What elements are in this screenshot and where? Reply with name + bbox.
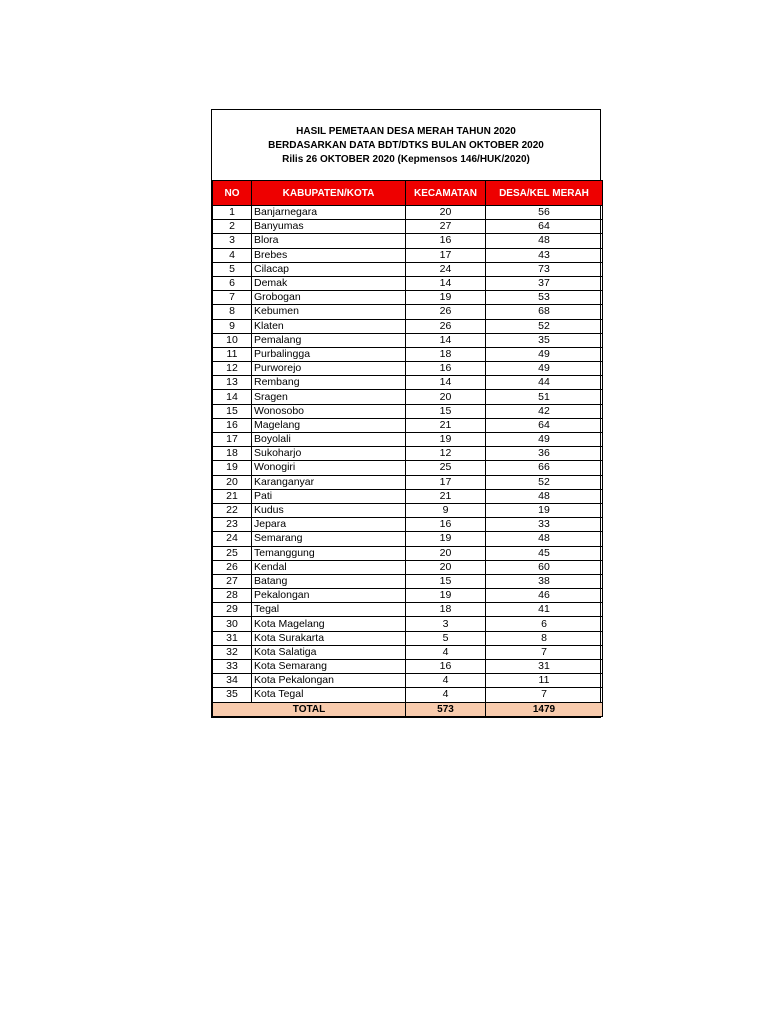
cell-kecamatan: 20 (406, 206, 486, 220)
cell-no: 20 (213, 475, 252, 489)
cell-no: 15 (213, 404, 252, 418)
cell-kecamatan: 20 (406, 546, 486, 560)
cell-no: 34 (213, 674, 252, 688)
cell-no: 6 (213, 276, 252, 290)
cell-kecamatan: 15 (406, 404, 486, 418)
cell-kecamatan: 21 (406, 489, 486, 503)
cell-kecamatan: 4 (406, 674, 486, 688)
cell-region: Pemalang (252, 333, 406, 347)
header-region: KABUPATEN/KOTA (252, 181, 406, 206)
cell-desa: 33 (486, 518, 603, 532)
cell-region: Banyumas (252, 220, 406, 234)
cell-kecamatan: 18 (406, 603, 486, 617)
total-label: TOTAL (213, 702, 406, 716)
cell-kecamatan: 17 (406, 248, 486, 262)
cell-desa: 44 (486, 376, 603, 390)
cell-desa: 45 (486, 546, 603, 560)
cell-kecamatan: 16 (406, 234, 486, 248)
cell-region: Kendal (252, 560, 406, 574)
table-row (213, 447, 603, 461)
cell-no: 2 (213, 220, 252, 234)
cell-desa: 41 (486, 603, 603, 617)
cell-desa: 6 (486, 617, 603, 631)
table-row (213, 376, 603, 390)
cell-desa: 31 (486, 660, 603, 674)
cell-desa: 48 (486, 234, 603, 248)
table-row (213, 645, 603, 659)
table-row (213, 362, 603, 376)
cell-no: 5 (213, 262, 252, 276)
cell-desa: 49 (486, 433, 603, 447)
cell-no: 21 (213, 489, 252, 503)
cell-kecamatan: 9 (406, 503, 486, 517)
cell-kecamatan: 18 (406, 347, 486, 361)
cell-region: Kota Salatiga (252, 645, 406, 659)
cell-kecamatan: 25 (406, 461, 486, 475)
cell-desa: 38 (486, 574, 603, 588)
table-row (213, 560, 603, 574)
cell-kecamatan: 26 (406, 319, 486, 333)
cell-kecamatan: 19 (406, 589, 486, 603)
cell-desa: 7 (486, 645, 603, 659)
cell-region: Kota Pekalongan (252, 674, 406, 688)
cell-region: Boyolali (252, 433, 406, 447)
cell-no: 23 (213, 518, 252, 532)
cell-no: 35 (213, 688, 252, 702)
cell-no: 27 (213, 574, 252, 588)
table-row (213, 291, 603, 305)
table-row (213, 333, 603, 347)
header-kecamatan: KECAMATAN (406, 181, 486, 206)
cell-desa: 52 (486, 475, 603, 489)
cell-desa: 64 (486, 418, 603, 432)
cell-no: 17 (213, 433, 252, 447)
cell-no: 11 (213, 347, 252, 361)
cell-desa: 48 (486, 532, 603, 546)
table-row (213, 461, 603, 475)
cell-no: 19 (213, 461, 252, 475)
table-row (213, 688, 603, 702)
cell-no: 33 (213, 660, 252, 674)
cell-region: Purbalingga (252, 347, 406, 361)
cell-no: 31 (213, 631, 252, 645)
cell-kecamatan: 14 (406, 376, 486, 390)
table-row (213, 248, 603, 262)
cell-kecamatan: 16 (406, 660, 486, 674)
cell-desa: 52 (486, 319, 603, 333)
cell-no: 7 (213, 291, 252, 305)
cell-desa: 51 (486, 390, 603, 404)
table-row (213, 433, 603, 447)
report-title-block (212, 110, 600, 180)
cell-desa: 66 (486, 461, 603, 475)
cell-region: Magelang (252, 418, 406, 432)
total-desa: 1479 (486, 702, 603, 716)
cell-kecamatan: 19 (406, 291, 486, 305)
table-row (213, 206, 603, 220)
cell-region: Sragen (252, 390, 406, 404)
cell-region: Klaten (252, 319, 406, 333)
cell-no: 9 (213, 319, 252, 333)
table-row (213, 404, 603, 418)
cell-region: Jepara (252, 518, 406, 532)
cell-region: Semarang (252, 532, 406, 546)
cell-no: 28 (213, 589, 252, 603)
cell-desa: 7 (486, 688, 603, 702)
total-row (213, 702, 603, 716)
cell-no: 30 (213, 617, 252, 631)
cell-desa: 37 (486, 276, 603, 290)
table-row (213, 674, 603, 688)
table-row (213, 319, 603, 333)
cell-no: 25 (213, 546, 252, 560)
table-row (213, 503, 603, 517)
table-row (213, 305, 603, 319)
cell-region: Temanggung (252, 546, 406, 560)
cell-desa: 19 (486, 503, 603, 517)
cell-region: Purworejo (252, 362, 406, 376)
cell-desa: 64 (486, 220, 603, 234)
cell-kecamatan: 24 (406, 262, 486, 276)
cell-kecamatan: 17 (406, 475, 486, 489)
table-row (213, 631, 603, 645)
report-title-line-2: BERDASARKAN DATA BDT/DTKS BULAN OKTOBER 2020 (268, 140, 544, 151)
total-kecamatan: 573 (406, 702, 486, 716)
cell-no: 12 (213, 362, 252, 376)
cell-kecamatan: 15 (406, 574, 486, 588)
cell-kecamatan: 16 (406, 518, 486, 532)
cell-kecamatan: 16 (406, 362, 486, 376)
report-title-line-3: Rilis 26 OKTOBER 2020 (Kepmensos 146/HUK/2020) (282, 154, 530, 165)
cell-desa: 68 (486, 305, 603, 319)
table-body (213, 206, 603, 703)
cell-no: 10 (213, 333, 252, 347)
cell-kecamatan: 4 (406, 645, 486, 659)
cell-desa: 53 (486, 291, 603, 305)
cell-no: 22 (213, 503, 252, 517)
cell-region: Kota Magelang (252, 617, 406, 631)
table-row (213, 574, 603, 588)
cell-kecamatan: 12 (406, 447, 486, 461)
cell-region: Brebes (252, 248, 406, 262)
table-row (213, 475, 603, 489)
table-row (213, 347, 603, 361)
cell-kecamatan: 26 (406, 305, 486, 319)
cell-desa: 60 (486, 560, 603, 574)
cell-region: Banjarnegara (252, 206, 406, 220)
cell-desa: 56 (486, 206, 603, 220)
cell-no: 26 (213, 560, 252, 574)
cell-kecamatan: 20 (406, 560, 486, 574)
table-row (213, 262, 603, 276)
header-no: NO (213, 181, 252, 206)
cell-desa: 49 (486, 347, 603, 361)
cell-kecamatan: 4 (406, 688, 486, 702)
cell-region: Grobogan (252, 291, 406, 305)
cell-desa: 35 (486, 333, 603, 347)
table-row (213, 234, 603, 248)
cell-region: Rembang (252, 376, 406, 390)
cell-desa: 46 (486, 589, 603, 603)
cell-no: 13 (213, 376, 252, 390)
report-sheet (211, 109, 601, 718)
cell-no: 1 (213, 206, 252, 220)
table-row (213, 220, 603, 234)
cell-desa: 48 (486, 489, 603, 503)
cell-desa: 36 (486, 447, 603, 461)
table-row (213, 532, 603, 546)
cell-region: Kota Semarang (252, 660, 406, 674)
cell-no: 8 (213, 305, 252, 319)
cell-region: Pati (252, 489, 406, 503)
cell-no: 29 (213, 603, 252, 617)
table-row (213, 660, 603, 674)
data-table (212, 180, 603, 717)
table-row (213, 418, 603, 432)
cell-kecamatan: 5 (406, 631, 486, 645)
cell-kecamatan: 14 (406, 333, 486, 347)
table-row (213, 546, 603, 560)
cell-region: Wonosobo (252, 404, 406, 418)
cell-region: Kebumen (252, 305, 406, 319)
cell-kecamatan: 19 (406, 433, 486, 447)
cell-region: Tegal (252, 603, 406, 617)
table-row (213, 489, 603, 503)
cell-region: Wonogiri (252, 461, 406, 475)
cell-region: Blora (252, 234, 406, 248)
table-row (213, 603, 603, 617)
cell-no: 16 (213, 418, 252, 432)
cell-region: Cilacap (252, 262, 406, 276)
cell-kecamatan: 27 (406, 220, 486, 234)
cell-region: Pekalongan (252, 589, 406, 603)
cell-region: Sukoharjo (252, 447, 406, 461)
cell-region: Kudus (252, 503, 406, 517)
table-row (213, 617, 603, 631)
cell-desa: 43 (486, 248, 603, 262)
cell-region: Demak (252, 276, 406, 290)
cell-kecamatan: 20 (406, 390, 486, 404)
cell-no: 24 (213, 532, 252, 546)
header-desa: DESA/KEL MERAH (486, 181, 603, 206)
cell-kecamatan: 19 (406, 532, 486, 546)
cell-kecamatan: 3 (406, 617, 486, 631)
cell-desa: 8 (486, 631, 603, 645)
table-row (213, 390, 603, 404)
cell-region: Kota Surakarta (252, 631, 406, 645)
cell-no: 32 (213, 645, 252, 659)
table-row (213, 276, 603, 290)
table-row (213, 518, 603, 532)
cell-no: 3 (213, 234, 252, 248)
cell-desa: 11 (486, 674, 603, 688)
cell-region: Karanganyar (252, 475, 406, 489)
report-title-line-1: HASIL PEMETAAN DESA MERAH TAHUN 2020 (296, 126, 516, 137)
cell-no: 18 (213, 447, 252, 461)
table-row (213, 589, 603, 603)
cell-kecamatan: 14 (406, 276, 486, 290)
cell-desa: 49 (486, 362, 603, 376)
cell-region: Kota Tegal (252, 688, 406, 702)
cell-kecamatan: 21 (406, 418, 486, 432)
cell-region: Batang (252, 574, 406, 588)
cell-no: 4 (213, 248, 252, 262)
cell-desa: 42 (486, 404, 603, 418)
cell-desa: 73 (486, 262, 603, 276)
header-row (213, 181, 603, 206)
cell-no: 14 (213, 390, 252, 404)
